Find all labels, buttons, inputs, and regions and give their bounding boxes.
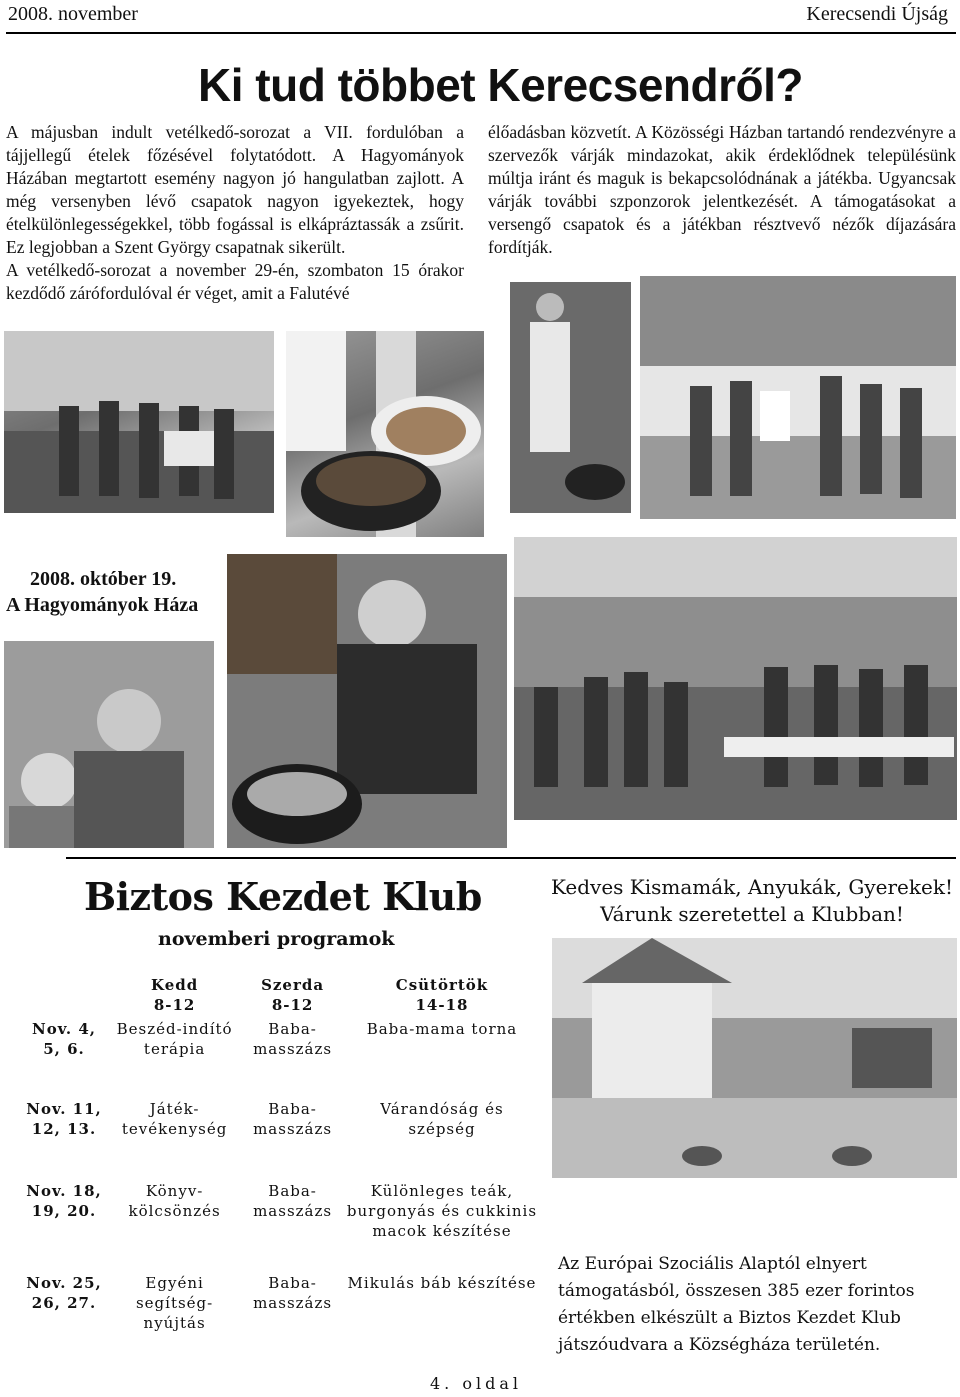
table-row	[22, 1181, 542, 1273]
caption-date: 2008. október 19.	[30, 568, 177, 590]
greeting-line-1: Kedves Kismamák, Anyukák, Gyerekek!	[550, 875, 953, 899]
klub-greeting	[548, 874, 956, 928]
row-dates: Nov. 25, 26, 27.	[26, 1274, 102, 1312]
cell-szerda: Baba-masszázs	[253, 1182, 333, 1220]
klub-title: Biztos Kezdet Klub	[84, 874, 482, 919]
header-szerda	[243, 975, 342, 1019]
cell-kedd: Könyv-kölcsönzés	[128, 1182, 221, 1220]
klub-grant-note: Az Európai Szociális Alaptól elnyert támogatásból, összesen 385 ezer forintos értékben elkészült a Biztos Kezdet Klub játszóudvara a Községháza területén.	[558, 1254, 915, 1355]
caption-place: A Hagyományok Háza	[6, 594, 199, 616]
cell-kedd: Beszéd-indító terápia	[116, 1020, 233, 1058]
cell-kedd: Játék-tevékenység	[121, 1100, 228, 1138]
photo-woman-stirring	[510, 282, 631, 513]
cell-csutortok: Baba-mama torna	[366, 1020, 518, 1038]
program-header-row	[22, 975, 542, 1019]
cell-szerda: Baba-masszázs	[253, 1020, 333, 1058]
table-row	[22, 1019, 542, 1099]
article-paragraph-3: élőadásban közvetít. A Közösségi Házban tartandó rendezvényre a szervezők várják mindazokat, akik érdeklődnek településünk múltja iránt és maguk is bekapcsolódnának a játékba. Ugyancsak várják további szponzorok jelentkezését. A támogatásokat a versengő csapatok és a játékban résztvevő nézők díjazására fordítják.	[488, 122, 956, 257]
publication-name: Kerecsendi Újság	[806, 3, 948, 25]
photo-crowd-courtyard	[514, 537, 957, 820]
header-szerda-day: Szerda	[261, 976, 325, 994]
header-csutortok	[342, 975, 542, 1019]
section-divider	[66, 857, 956, 859]
header-kedd-time: 8-12	[153, 996, 196, 1014]
header-empty	[22, 975, 106, 1019]
photo-couple-portrait	[4, 641, 214, 848]
photo-cooking-pot	[286, 331, 484, 537]
header-szerda-time: 8-12	[271, 996, 314, 1014]
photo-playground	[552, 938, 957, 1178]
photo-team-group	[4, 331, 274, 513]
photo-courtyard-cooking	[640, 276, 956, 519]
row-dates: Nov. 4, 5, 6.	[31, 1020, 97, 1058]
cell-csutortok: Különleges teák, burgonyás és cukkinis macok készítése	[346, 1182, 538, 1240]
article-column-2	[488, 121, 956, 259]
page-number: 4. oldal	[430, 1374, 522, 1393]
cell-csutortok: Mikulás báb készítése	[347, 1274, 537, 1292]
cell-szerda: Baba-masszázs	[253, 1100, 333, 1138]
header-csutortok-day: Csütörtök	[395, 976, 489, 994]
photo-man-cooking	[227, 554, 507, 848]
article-column-1	[6, 121, 464, 305]
row-dates: Nov. 11, 12, 13.	[26, 1100, 102, 1138]
header-rule	[6, 32, 956, 34]
table-row	[22, 1099, 542, 1181]
cell-csutortok: Várandóság és szépség	[380, 1100, 504, 1138]
program-table	[22, 975, 542, 1333]
greeting-line-2: Várunk szeretettel a Klubban!	[600, 902, 904, 926]
header-kedd-day: Kedd	[150, 976, 199, 994]
header-kedd	[106, 975, 243, 1019]
cell-szerda: Baba-masszázs	[253, 1274, 333, 1312]
issue-date: 2008. november	[8, 3, 138, 25]
row-dates: Nov. 18, 19, 20.	[26, 1182, 102, 1220]
klub-subtitle: novemberi programok	[158, 928, 395, 950]
table-row	[22, 1273, 542, 1333]
article-title: Ki tud többet Kerecsendről?	[198, 59, 803, 111]
cell-kedd: Egyéni segítség-nyújtás	[135, 1274, 214, 1332]
header-csutortok-time: 14-18	[415, 996, 469, 1014]
article-paragraph-2: A vetélkedő-sorozat a november 29-én, szombaton 15 órakor kezdődő zárófordulóval ér véget, amit a Falutévé	[6, 260, 464, 303]
article-paragraph-1: A májusban indult vetélkedő-sorozat a VII. fordulóban a tájjellegű ételek főzésével folytatódott. A Hagyományok Házában megtartott esemény nagyon jó hangulatban zajlott. A még versenyben lévő csapatok nagyon igyekeztek, hogy ételkülönlegességekkel, több fogással is elkápráztassák a zsűrit. Ez legjobban a Szent György csapatnak sikerült.	[6, 122, 464, 257]
